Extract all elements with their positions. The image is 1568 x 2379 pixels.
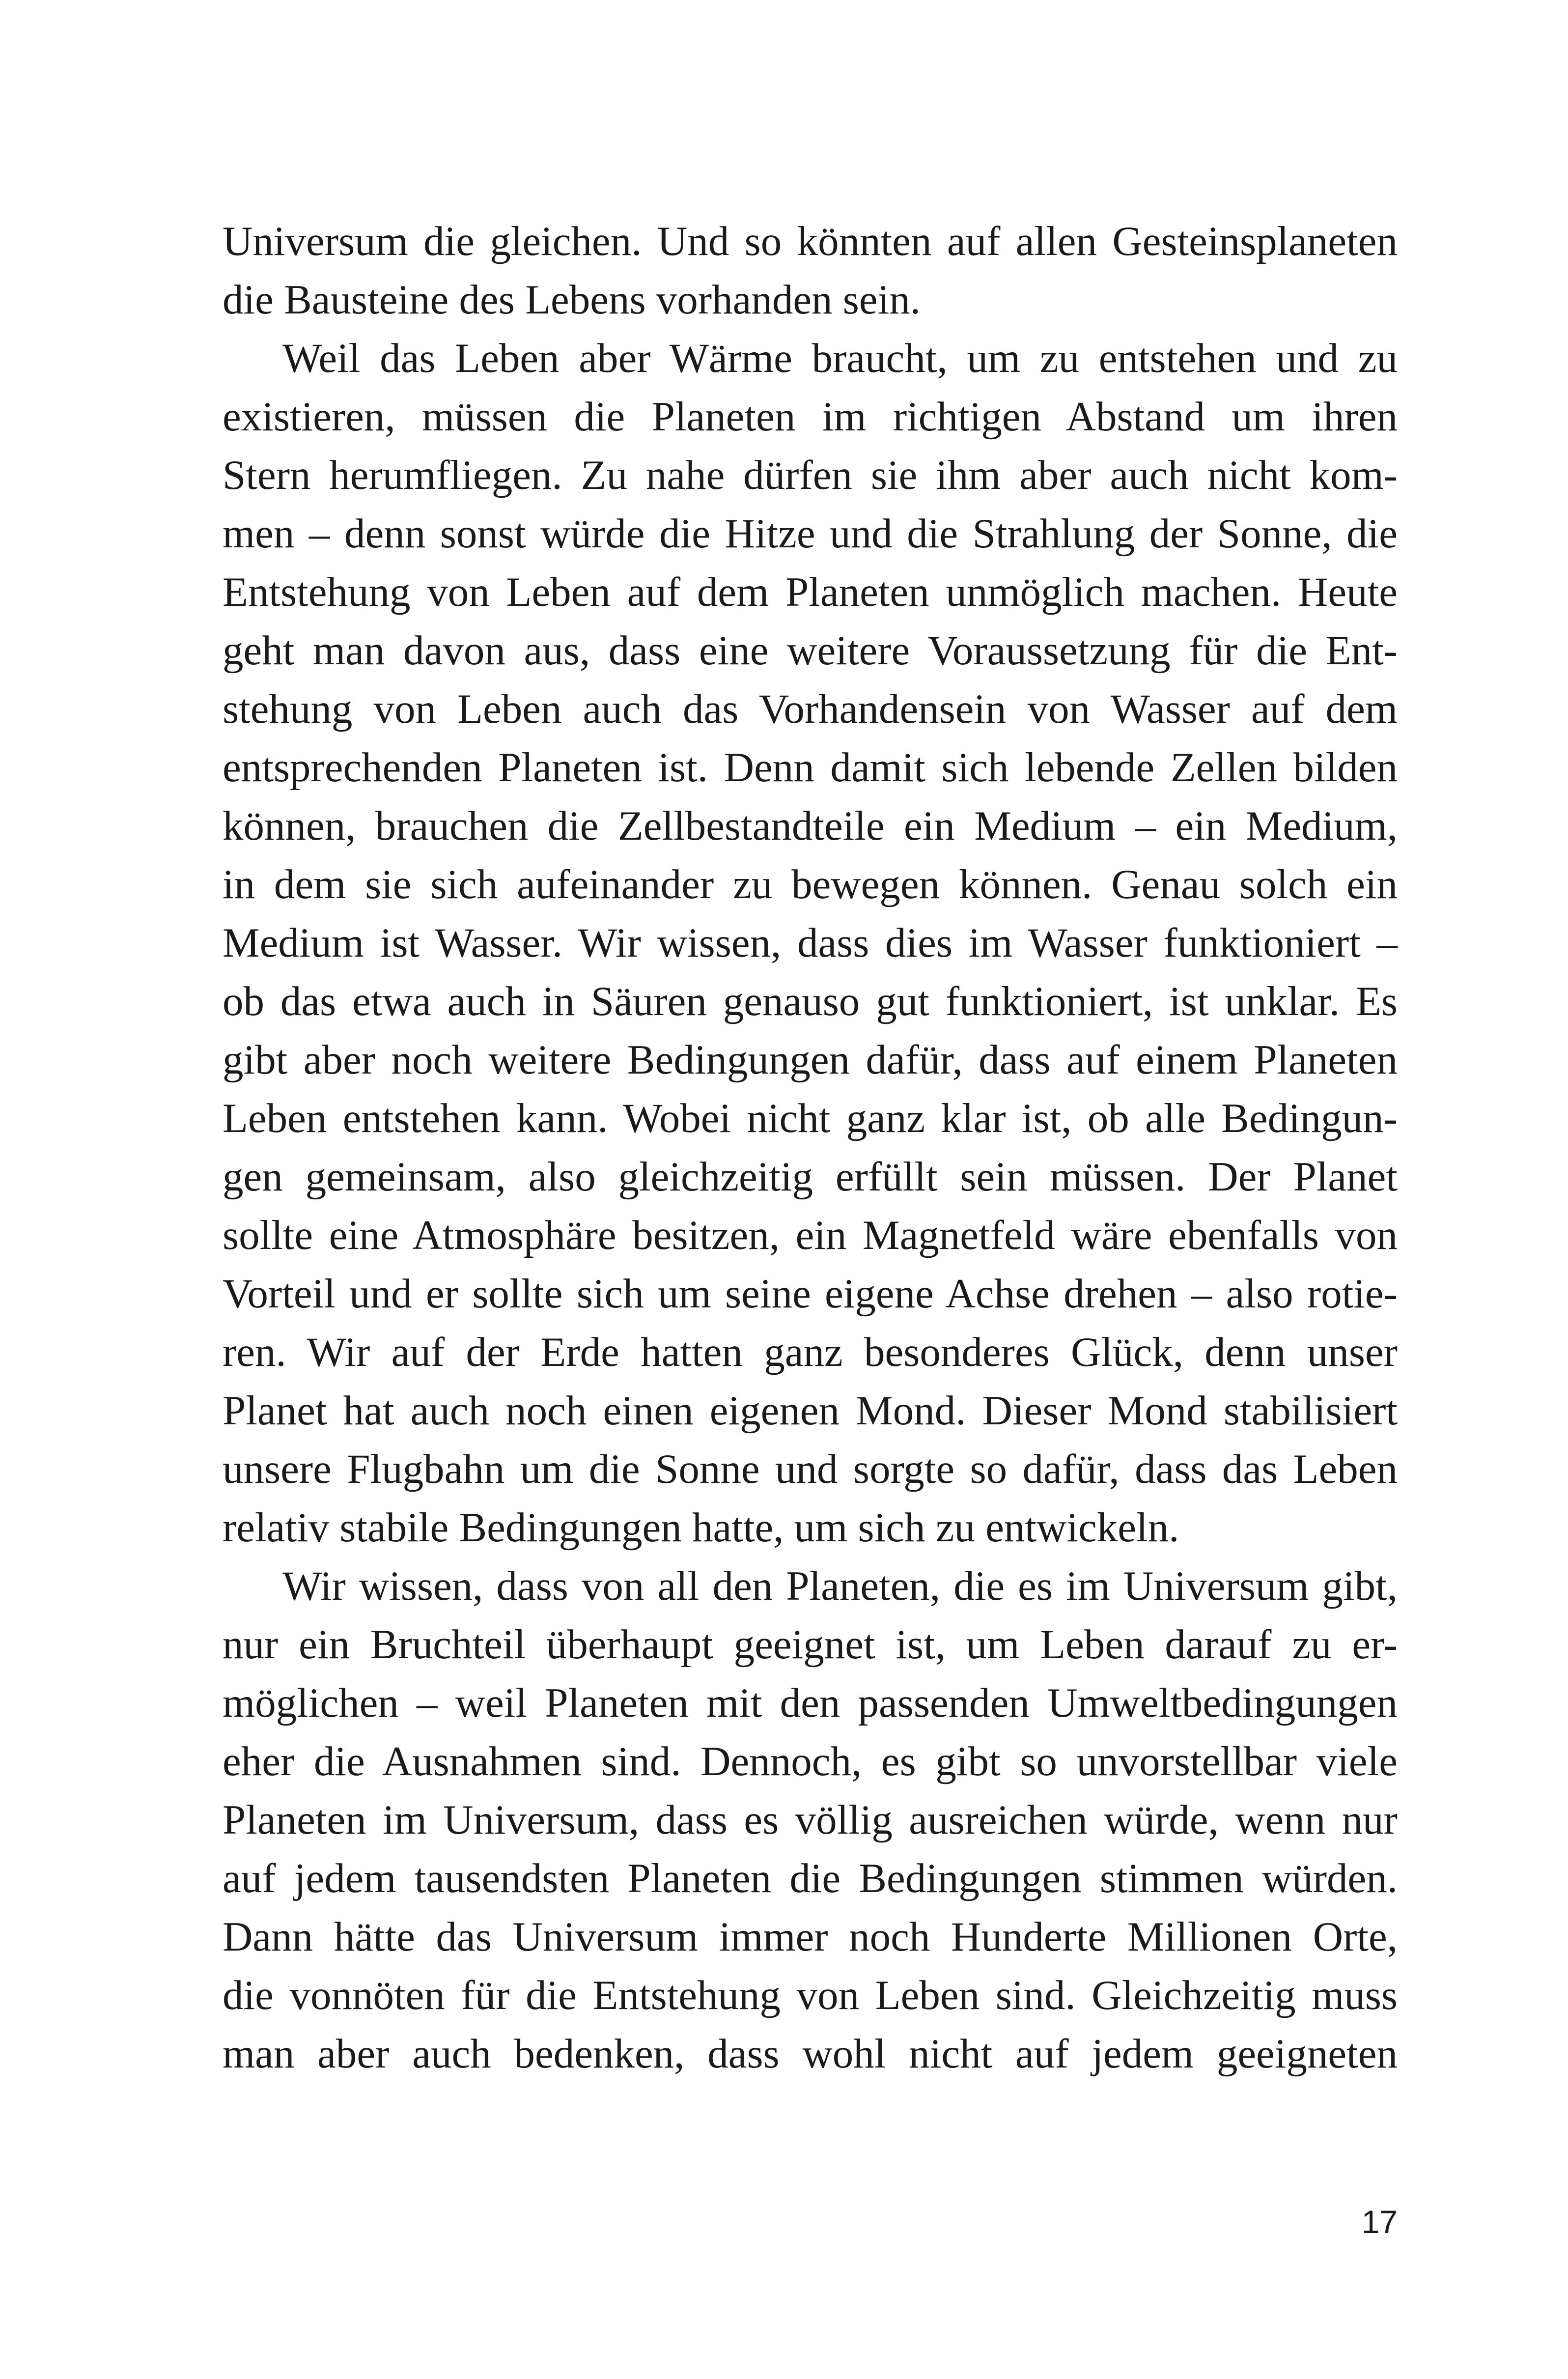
text-line: gibt aber noch weitere Bedingungen dafür, dass auf einem Planeten: [223, 1037, 1398, 1083]
text-line: eher die Ausnahmen sind. Dennoch, es gibt so unvorstellbar viele: [223, 1738, 1398, 1784]
text-line: ren. Wir auf der Erde hatten ganz besonderes Glück, denn unser: [223, 1329, 1398, 1375]
text-line: auf jedem tausendsten Planeten die Bedingungen stimmen würden.: [223, 1855, 1398, 1901]
text-line: relativ stabile Bedingungen hatte, um sich zu entwickeln.: [223, 1504, 1179, 1551]
text-line: Planet hat auch noch einen eigenen Mond. Dieser Mond stabilisiert: [223, 1388, 1398, 1434]
text-line: Vorteil und er sollte sich um seine eigene Achse drehen – also rotie-: [223, 1271, 1398, 1317]
text-line: Planeten im Universum, dass es völlig ausreichen würde, wenn nur: [223, 1797, 1398, 1843]
body-text: [223, 212, 1398, 2083]
text-line: möglichen – weil Planeten mit den passenden Umweltbedingungen: [223, 1680, 1398, 1726]
text-line: gen gemeinsam, also gleichzeitig erfüllt sein müssen. Der Planet: [223, 1154, 1398, 1200]
text-line: existieren, müssen die Planeten im richtigen Abstand um ihren: [223, 394, 1398, 440]
text-line: Wir wissen, dass von all den Planeten, die es im Universum gibt,: [282, 1563, 1398, 1609]
text-line: in dem sie sich aufeinander zu bewegen können. Genau solch ein: [223, 861, 1398, 907]
text-line: nur ein Bruchteil überhaupt geeignet ist, um Leben darauf zu er-: [223, 1621, 1398, 1668]
text-line: ob das etwa auch in Säuren genauso gut funktioniert, ist unklar. Es: [223, 978, 1398, 1024]
text-line: Entstehung von Leben auf dem Planeten unmöglich machen. Heute: [223, 569, 1398, 615]
text-line: geht man davon aus, dass eine weitere Voraussetzung für die Ent-: [223, 627, 1398, 674]
text-line: die Bausteine des Lebens vorhanden sein.: [223, 277, 921, 323]
text-line: können, brauchen die Zellbestandteile ein Medium – ein Medium,: [223, 803, 1398, 849]
text-line: stehung von Leben auch das Vorhandensein von Wasser auf dem: [223, 686, 1398, 732]
text-line: entsprechenden Planeten ist. Denn damit sich lebende Zellen bilden: [223, 744, 1398, 791]
text-line: Dann hätte das Universum immer noch Hunderte Millionen Orte,: [223, 1914, 1398, 1960]
text-line: sollte eine Atmosphäre besitzen, ein Magnetfeld wäre ebenfalls von: [223, 1212, 1398, 1258]
text-line: men – denn sonst würde die Hitze und die Strahlung der Sonne, die: [223, 510, 1398, 557]
text-line: Universum die gleichen. Und so könnten auf allen Gesteinsplaneten: [223, 218, 1398, 264]
text-line: unsere Flugbahn um die Sonne und sorgte so dafür, dass das Leben: [223, 1446, 1398, 1492]
page-number: 17: [1361, 2204, 1398, 2240]
text-line: Weil das Leben aber Wärme braucht, um zu entstehen und zu: [282, 335, 1398, 381]
text-line: Leben entstehen kann. Wobei nicht ganz klar ist, ob alle Bedingun-: [223, 1095, 1398, 1141]
text-line: die vonnöten für die Entstehung von Leben sind. Gleichzeitig muss: [223, 1972, 1398, 2018]
text-line: Stern herumfliegen. Zu nahe dürfen sie ihm aber auch nicht kom-: [223, 452, 1398, 498]
text-line: Medium ist Wasser. Wir wissen, dass dies im Wasser funktioniert –: [223, 920, 1398, 966]
text-line: man aber auch bedenken, dass wohl nicht auf jedem geeigneten: [223, 2031, 1398, 2077]
